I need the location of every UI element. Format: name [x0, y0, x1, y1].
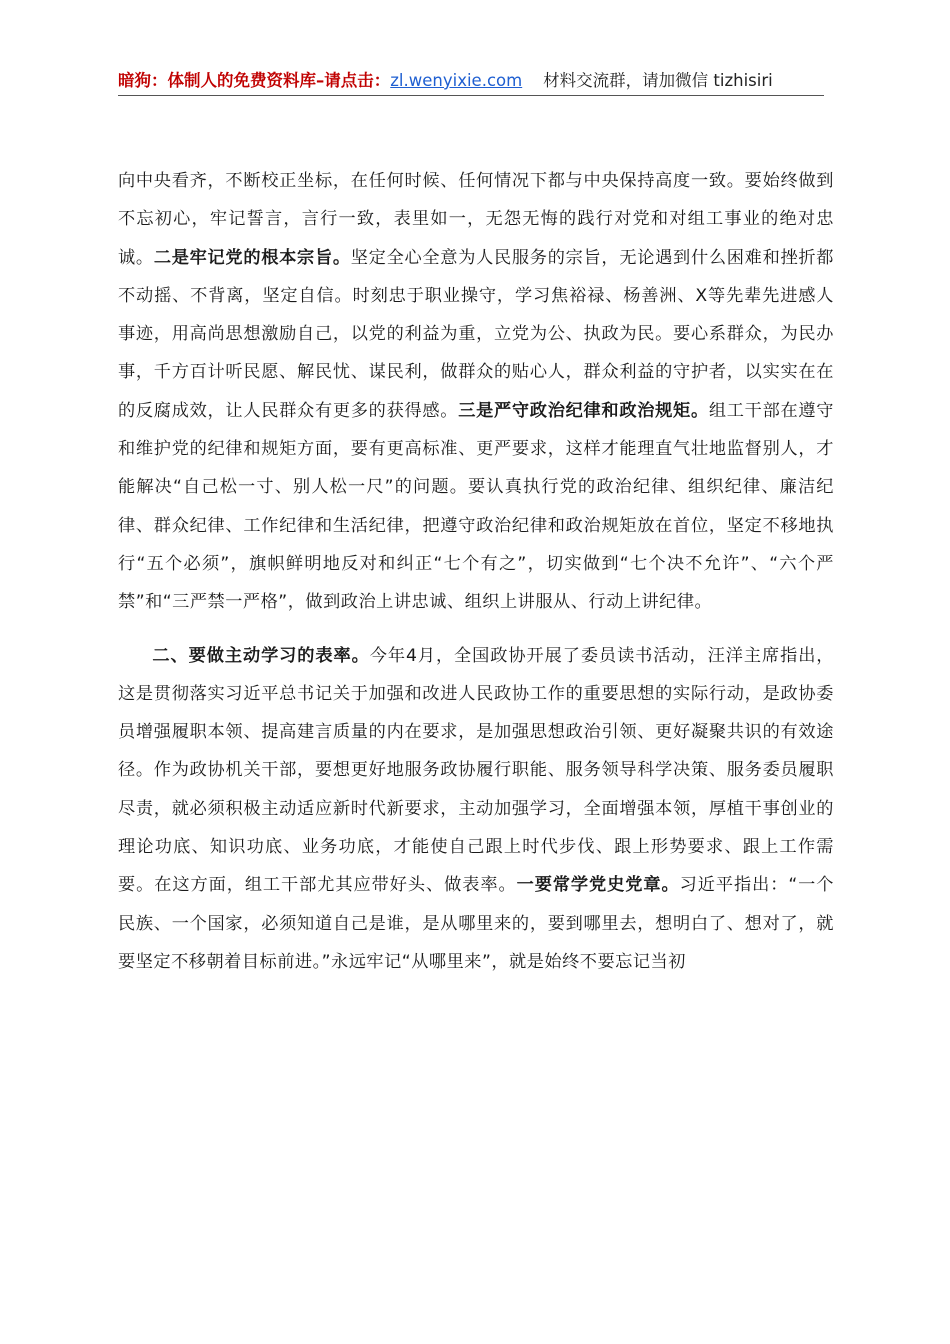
paragraph-text: 坚定全心全意为人民服务的宗旨，无论遇到什么困难和挫折都不动摇、不背离，坚定自信。时刻忠于职业操守，学习焦裕禄、杨善洲、X等先辈先进感人事迹，用高尚思想激励自己，以党的利益为重，立党为公、执政为民。要心系群众，为民办事，千方百计听民愿、解民忧、谋民利，做群众的贴心人，群众利益的守护者，以实实在在的反腐成效，让人民群众有更多的获得感。 — [118, 247, 834, 421]
paragraph-text: 组工干部在遵守和维护党的纪律和规矩方面，要有更高标准、更严要求，这样才能理直气壮地监督别人，才能解决“自己松一寸、别人松一尺”的问题。要认真执行党的政治纪律、组织纪律、廉洁纪律、群众纪律、工作纪律和生活纪律，把遵守政治纪律和政治规矩放在首位，坚定不移地执行“五个必须”，旗帜鲜明地反对和纠正“七个有之”，切实做到“七个决不允许”、“六个严禁”和“三严禁一严格”，做到政治上讲忠诚、组织上讲服从、行动上讲纪律。 — [118, 400, 834, 613]
paragraph-loyalty — [118, 162, 834, 622]
section-heading-learning: 二、要做主动学习的表率。 — [152, 645, 370, 666]
paragraph-learning — [118, 637, 834, 982]
header-spacer — [522, 71, 543, 90]
paragraph-text: 今年4月，全国政协开展了委员读书活动，汪洋主席指出，这是贯彻落实习近平总书记关于加强和改进人民政协工作的重要思想的实际行动，是政协委员增强履职本领、提高建言质量的内在要求，是加强思想政治引领、更好凝聚共识的有效途径。作为政协机关干部，要想更好地服务政协履行职能、服务领导科学决策、服务委员履职尽责，就必须积极主动适应新时代新要求，主动加强学习，全面增强本领，厚植干事创业的理论功底、知识功底、业务功底，才能使自己跟上时代步伐、跟上形势要求、跟上工作需要。在这方面，组工干部尤其应带好头、做表率。 — [118, 645, 834, 896]
page-header — [118, 70, 824, 92]
section-heading-purpose: 二是牢记党的根本宗旨。 — [153, 247, 351, 268]
header-divider — [118, 95, 824, 96]
paragraph-text: 习近平指出：“一个民族、一个国家，必须知道自己是谁，是从哪里来的，要到哪里去，想明白了、想对了，就要坚定不移朝着目标前进。”永远牢记“从哪里来”，就是始终不要忘记当初 — [118, 875, 834, 972]
paragraph-text: 向中央看齐，不断校正坐标，在任何时候、任何情况下都与中央保持高度一致。要始终做到不忘初心，牢记誓言，言行一致，表里如一，无怨无悔的践行对党和对组工事业的绝对忠诚。 — [118, 171, 834, 268]
section-heading-discipline: 三是严守政治纪律和政治规矩。 — [458, 400, 709, 421]
document-body — [118, 162, 834, 981]
header-brand: 暗狗：体制人的免费资料库 — [118, 71, 316, 90]
header-prompt: –请点击： — [316, 71, 391, 90]
section-heading-party-history: 一要常学党史党章。 — [516, 875, 680, 896]
header-link[interactable]: zl.wenyixie.com — [390, 71, 523, 90]
header-contact: 材料交流群，请加微信 tizhisiri — [543, 71, 773, 90]
